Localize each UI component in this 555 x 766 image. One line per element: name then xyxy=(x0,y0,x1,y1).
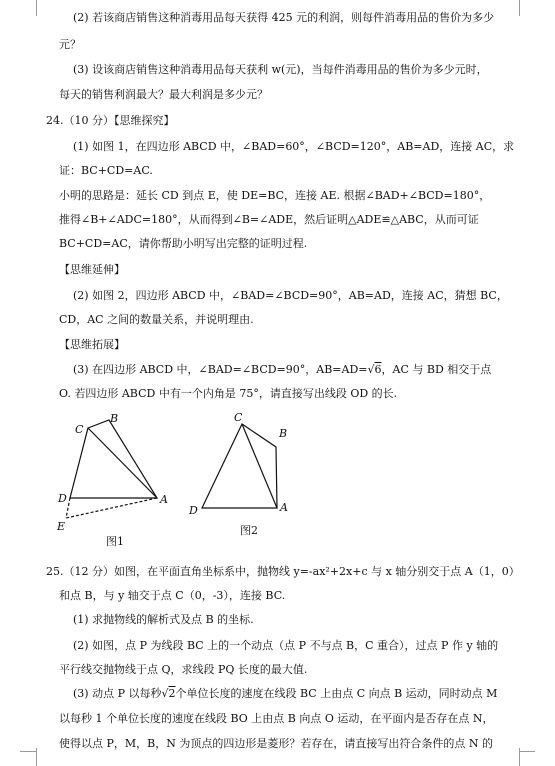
q24-header: 24.（10 分）【思维探究】 xyxy=(46,114,175,127)
q25-part1: (1) 求抛物线的解析式及点 B 的坐标. xyxy=(73,613,254,626)
q24-part1-line1: (1) 如图 1，在四边形 ABCD 中，∠BAD=60°，∠BCD=120°，AB=AD，连接 AC，求 xyxy=(73,140,515,153)
sqrt-symbol: √ xyxy=(367,363,375,376)
fig1-label-d: D xyxy=(58,492,67,505)
figure-2 xyxy=(182,404,297,544)
fig2-label-a: A xyxy=(280,501,288,514)
q25-line1: 25.（12 分）如图，在平面直角坐标系中，抛物线 y=-ax²+2x+c 与 x 轴分别交于点 A（1，0） xyxy=(46,565,520,578)
q25-part3-text-pre: (3) 动点 P 以每秒 xyxy=(73,687,162,700)
q24-hint-line1: 小明的思路是：延长 CD 到点 E，使 DE=BC，连接 AE. 根据∠BAD+∠BCD=180°， xyxy=(59,189,491,202)
crop-mark-bottom-left xyxy=(36,748,37,766)
q24-part3-line2: O. 若四边形 ABCD 中有一个内角是 75°，请直接写出线段 OD 的长. xyxy=(59,387,398,400)
q24-part3-radicand: 6 xyxy=(374,363,382,376)
crop-mark-bottom-left-h xyxy=(20,751,36,752)
q25-part3-line2: 以每秒 1 个单位长度的速度在线段 BO 上由点 B 向点 O 运动，在平面内是否存在点 N， xyxy=(59,712,494,725)
fig1-diagonal-ac xyxy=(88,428,157,498)
fig2-label-c: C xyxy=(234,411,243,424)
q23-part2-line2: 元？ xyxy=(59,38,81,51)
q25-part3-text-post: 个单位长度的速度在线段 BC 上由点 C 向点 B 运动，同时动点 M xyxy=(175,687,498,700)
q25-line2: 和点 B，与 y 轴交于点 C（0，-3），连接 BC. xyxy=(59,589,286,602)
sqrt-symbol: √ xyxy=(161,687,169,700)
q24-part3-text-post: ，AC 与 BD 相交于点 xyxy=(381,363,492,376)
fig1-label-b: B xyxy=(110,412,119,425)
q24-part2-line2: CD，AC 之间的数量关系，并说明理由. xyxy=(59,313,254,326)
fig2-label-b: B xyxy=(279,427,288,440)
crop-mark-top-right xyxy=(519,0,520,16)
q25-part3-line3: 使得以点 P，M，B，N 为顶点的四边形是菱形？若存在，请直接写出符合条件的点 N 的 xyxy=(59,737,493,750)
q24-hint-line2: 推得∠B+∠ADC=180°，从而得到∠B=∠ADE，然后证明△ADE≌△ABC，从而可证 xyxy=(59,213,479,226)
q25-part3-radicand: 2 xyxy=(168,687,176,700)
q24-part3-line1 xyxy=(73,364,513,377)
q24-part2-line1: (2) 如图 2，四边形 ABCD 中，∠BAD=∠BCD=90°，AB=AD，连接 AC，猜想 BC， xyxy=(73,289,508,302)
q23-part3-line1: (3) 设该商店销售这种消毒用品每天获利 w(元)，当每件消毒用品的售价为多少元时， xyxy=(73,63,488,76)
fig1-caption: 图1 xyxy=(106,535,124,548)
fig2-label-d: D xyxy=(189,504,198,517)
crop-mark-bottom-right-h xyxy=(519,751,535,752)
q24-expansion-header: 【思维拓展】 xyxy=(59,338,125,351)
q23-part3-line2: 每天的销售利润最大？最大利润是多少元？ xyxy=(59,88,268,101)
q24-extension-header: 【思维延伸】 xyxy=(59,263,125,276)
q25-part2-line2: 平行线交抛物线于点 Q，求线段 PQ 长度的最大值. xyxy=(59,663,308,676)
q25-part3-line1 xyxy=(73,688,513,701)
crop-mark-top-left xyxy=(36,0,37,16)
fig1-label-c: C xyxy=(75,423,84,436)
q25-part2-line1: (2) 如图，点 P 为线段 BC 上的一个动点（点 P 不与点 B，C 重合），过点 P 作 y 轴的 xyxy=(73,639,499,652)
fig2-caption: 图2 xyxy=(240,524,258,537)
q23-part2-line1: (2) 若该商店销售这种消毒用品每天获得 425 元的利润，则每件消毒用品的售价为多少 xyxy=(73,11,495,24)
q24-part1-line2: 证：BC+CD=AC. xyxy=(59,164,153,177)
q24-hint-line3: BC+CD=AC，请你帮助小明写出完整的证明过程. xyxy=(59,237,308,250)
figure-1 xyxy=(52,410,182,550)
fig1-label-e: E xyxy=(57,520,66,533)
fig1-label-a: A xyxy=(160,493,168,506)
fig1-segment-ae xyxy=(66,498,157,518)
q24-part3-text-pre: (3) 在四边形 ABCD 中，∠BAD=∠BCD=90°，AB=AD= xyxy=(73,363,368,376)
fig2-quadrilateral-abcd xyxy=(202,424,277,508)
fig2-diagonal-ac xyxy=(242,424,277,508)
